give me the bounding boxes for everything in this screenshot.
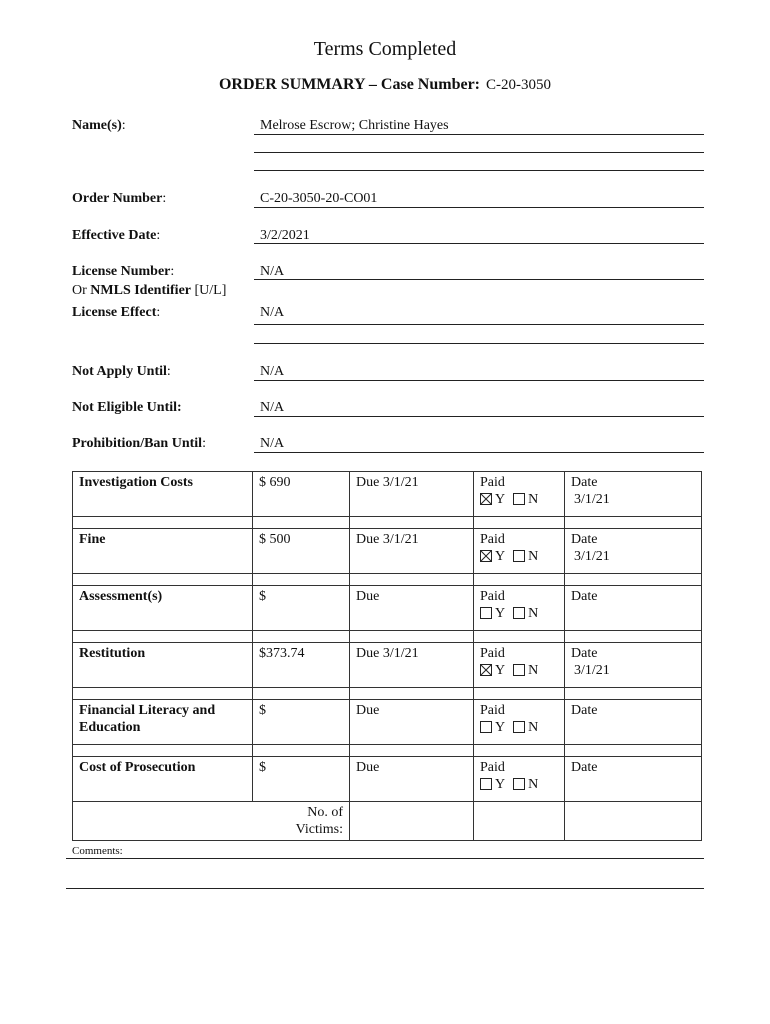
cost-name: Financial Literacy and Education bbox=[73, 700, 253, 745]
paid-yes-checkbox[interactable] bbox=[480, 550, 492, 562]
effective-date-label: Effective Date: bbox=[72, 228, 161, 243]
date-label: Date bbox=[571, 646, 598, 661]
cost-due[interactable]: Due 3/1/21 bbox=[350, 529, 474, 574]
paid-label: Paid bbox=[480, 475, 505, 490]
paid-label: Paid bbox=[480, 760, 505, 775]
spacer-cell bbox=[565, 631, 702, 643]
paid-no-checkbox[interactable] bbox=[513, 664, 525, 676]
license-effect-label: License Effect: bbox=[72, 305, 161, 320]
names-line-1 bbox=[254, 134, 704, 135]
not-apply-until-label: Not Apply Until: bbox=[72, 364, 171, 379]
victims-label-line-2: Victims: bbox=[295, 822, 343, 837]
order-summary-label: ORDER SUMMARY – Case Number: bbox=[218, 76, 481, 93]
spacer-cell bbox=[350, 745, 474, 757]
date-label: Date bbox=[571, 532, 598, 547]
paid-yes-label: Y bbox=[495, 720, 506, 735]
paid-label: Paid bbox=[480, 589, 505, 604]
license-number-label: License Number: bbox=[72, 264, 175, 279]
cost-date-cell bbox=[565, 700, 702, 745]
spacer-cell bbox=[565, 745, 702, 757]
cost-amount[interactable]: $ bbox=[253, 757, 350, 802]
effective-date-line bbox=[254, 243, 704, 244]
paid-yes-checkbox[interactable] bbox=[480, 664, 492, 676]
names-value: Melrose Escrow; Christine Hayes bbox=[260, 118, 449, 133]
license-effect-value: N/A bbox=[260, 305, 285, 320]
names-label: Name(s): bbox=[72, 118, 126, 133]
spacer-cell bbox=[253, 574, 350, 586]
spacer-cell bbox=[253, 517, 350, 529]
table-row bbox=[73, 757, 702, 802]
spacer-cell bbox=[474, 745, 565, 757]
cost-date-cell bbox=[565, 757, 702, 802]
cost-name: Restitution bbox=[73, 643, 253, 688]
date-label: Date bbox=[571, 475, 598, 490]
paid-no-label: N bbox=[528, 606, 539, 621]
license-number-line bbox=[254, 279, 704, 280]
paid-no-label: N bbox=[528, 720, 539, 735]
cost-paid-cell bbox=[474, 586, 565, 631]
spacer-cell bbox=[350, 574, 474, 586]
paid-no-checkbox[interactable] bbox=[513, 550, 525, 562]
table-row bbox=[73, 529, 702, 574]
paid-no-label: N bbox=[528, 549, 539, 564]
spacer-cell bbox=[253, 631, 350, 643]
not-apply-until-line bbox=[254, 380, 704, 381]
spacer-cell bbox=[474, 688, 565, 700]
prohibition-ban-until-value: N/A bbox=[260, 436, 285, 451]
cost-paid-cell bbox=[474, 757, 565, 802]
paid-no-label: N bbox=[528, 492, 539, 507]
paid-no-checkbox[interactable] bbox=[513, 778, 525, 790]
spacer-cell bbox=[565, 517, 702, 529]
spacer-cell bbox=[565, 574, 702, 586]
paid-yes-checkbox[interactable] bbox=[480, 778, 492, 790]
paid-yes-checkbox[interactable] bbox=[480, 493, 492, 505]
cost-amount[interactable]: $ bbox=[253, 700, 350, 745]
license-number-value: N/A bbox=[260, 264, 285, 279]
cost-date-cell bbox=[565, 529, 702, 574]
cost-name: Cost of Prosecution bbox=[73, 757, 253, 802]
cost-due[interactable]: Due 3/1/21 bbox=[350, 643, 474, 688]
paid-no-label: N bbox=[528, 663, 539, 678]
table-row bbox=[73, 643, 702, 688]
spacer-cell bbox=[73, 574, 253, 586]
spacer-cell bbox=[565, 688, 702, 700]
nmls-identifier-label: Or NMLS Identifier [U/L] bbox=[72, 283, 227, 298]
spacer-cell bbox=[73, 631, 253, 643]
paid-yes-label: Y bbox=[495, 663, 506, 678]
cost-due[interactable]: Due bbox=[350, 586, 474, 631]
cost-name: Fine bbox=[73, 529, 253, 574]
paid-label: Paid bbox=[480, 646, 505, 661]
order-summary-heading bbox=[0, 76, 770, 94]
cost-paid-cell bbox=[474, 529, 565, 574]
not-eligible-until-line bbox=[254, 416, 704, 417]
cost-due[interactable]: Due 3/1/21 bbox=[350, 472, 474, 517]
not-eligible-until-value: N/A bbox=[260, 400, 285, 415]
spacer-cell bbox=[350, 688, 474, 700]
cost-amount[interactable]: $ 500 bbox=[253, 529, 350, 574]
paid-no-label: N bbox=[528, 777, 539, 792]
victims-count-input[interactable] bbox=[350, 802, 474, 841]
table-spacer-row bbox=[73, 745, 702, 757]
date-value[interactable]: 3/1/21 bbox=[574, 549, 610, 564]
paid-yes-label: Y bbox=[495, 549, 506, 564]
paid-yes-checkbox[interactable] bbox=[480, 607, 492, 619]
paid-no-checkbox[interactable] bbox=[513, 493, 525, 505]
cost-name: Assessment(s) bbox=[73, 586, 253, 631]
costs-table bbox=[72, 471, 702, 841]
document-title: Terms Completed bbox=[313, 38, 457, 60]
license-effect-line-1 bbox=[254, 324, 704, 325]
victims-label-cell bbox=[73, 802, 350, 841]
table-spacer-row bbox=[73, 574, 702, 586]
table-spacer-row bbox=[73, 688, 702, 700]
order-number-label: Order Number: bbox=[72, 191, 167, 206]
spacer-cell bbox=[350, 517, 474, 529]
table-spacer-row bbox=[73, 517, 702, 529]
spacer-cell bbox=[73, 745, 253, 757]
paid-no-checkbox[interactable] bbox=[513, 721, 525, 733]
date-label: Date bbox=[571, 760, 598, 775]
order-number-line bbox=[254, 207, 704, 208]
names-line-3 bbox=[254, 170, 704, 171]
paid-label: Paid bbox=[480, 532, 505, 547]
cost-paid-cell bbox=[474, 472, 565, 517]
victims-label-line-1: No. of bbox=[307, 805, 343, 820]
spacer-cell bbox=[474, 631, 565, 643]
not-apply-until-value: N/A bbox=[260, 364, 285, 379]
date-label: Date bbox=[571, 703, 598, 718]
comments-line-2[interactable] bbox=[66, 888, 704, 889]
paid-label: Paid bbox=[480, 703, 505, 718]
cost-date-cell bbox=[565, 472, 702, 517]
victims-row bbox=[73, 802, 702, 841]
paid-yes-label: Y bbox=[495, 606, 506, 621]
paid-yes-label: Y bbox=[495, 777, 506, 792]
prohibition-ban-until-label: Prohibition/Ban Until: bbox=[72, 436, 206, 451]
cost-name: Investigation Costs bbox=[73, 472, 253, 517]
case-number: C-20-3050 bbox=[486, 77, 552, 93]
license-effect-line-2 bbox=[254, 343, 704, 344]
paid-yes-label: Y bbox=[495, 492, 506, 507]
spacer-cell bbox=[253, 688, 350, 700]
cost-due[interactable]: Due bbox=[350, 757, 474, 802]
date-label: Date bbox=[571, 589, 598, 604]
comments-label: Comments: bbox=[72, 845, 123, 857]
spacer-cell bbox=[253, 745, 350, 757]
cost-date-cell bbox=[565, 643, 702, 688]
cost-date-cell bbox=[565, 586, 702, 631]
table-spacer-row bbox=[73, 631, 702, 643]
victims-blank-cell bbox=[474, 802, 565, 841]
victims-blank-cell bbox=[565, 802, 702, 841]
cost-due[interactable]: Due bbox=[350, 700, 474, 745]
date-value[interactable]: 3/1/21 bbox=[574, 492, 610, 507]
cost-amount[interactable]: $373.74 bbox=[253, 643, 350, 688]
spacer-cell bbox=[474, 517, 565, 529]
not-eligible-until-label: Not Eligible Until: bbox=[72, 400, 182, 415]
paid-yes-checkbox[interactable] bbox=[480, 721, 492, 733]
cost-amount[interactable]: $ 690 bbox=[253, 472, 350, 517]
paid-no-checkbox[interactable] bbox=[513, 607, 525, 619]
comments-line-1[interactable] bbox=[66, 858, 704, 859]
spacer-cell bbox=[350, 631, 474, 643]
table-row bbox=[73, 700, 702, 745]
spacer-cell bbox=[73, 688, 253, 700]
date-value[interactable]: 3/1/21 bbox=[574, 663, 610, 678]
table-row bbox=[73, 472, 702, 517]
cost-paid-cell bbox=[474, 700, 565, 745]
cost-amount[interactable]: $ bbox=[253, 586, 350, 631]
cost-paid-cell bbox=[474, 643, 565, 688]
spacer-cell bbox=[73, 517, 253, 529]
effective-date-value: 3/2/2021 bbox=[260, 228, 310, 243]
table-row bbox=[73, 586, 702, 631]
order-number-value: C-20-3050-20-CO01 bbox=[260, 191, 378, 206]
names-line-2 bbox=[254, 152, 704, 153]
prohibition-ban-until-line bbox=[254, 452, 704, 453]
spacer-cell bbox=[474, 574, 565, 586]
